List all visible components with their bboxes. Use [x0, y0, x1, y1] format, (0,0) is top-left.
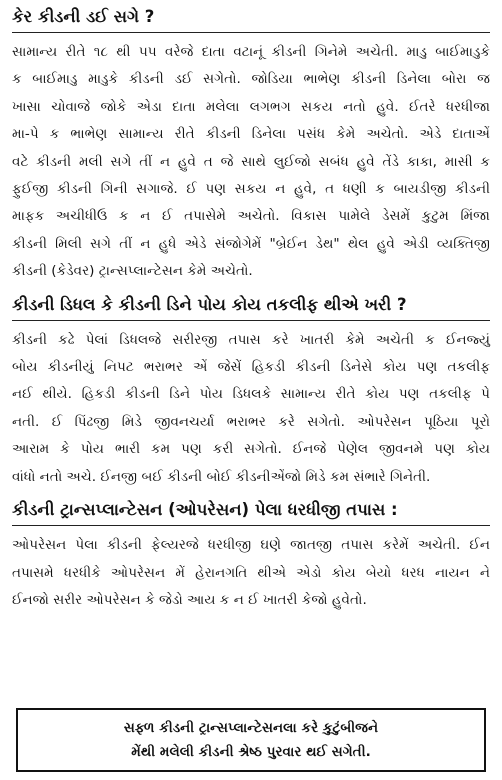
section-body	[12, 39, 490, 286]
callout-line: મેંથી મલેલી કીડની શ્રેષ્ઠ પુરવાર થઈ સગેતી.	[131, 744, 371, 760]
text-line: કીડની મિલી સગે તીં ન હુધે એડે સંજોગેમેં "બ્રેઈન ડેથ" થેલ હુવે એડી વ્યક્તિજી	[12, 235, 490, 252]
text-line: નતી. ઈ પિંઢજી મિડે જીવનચર્યા ભરાભર કરે સગેતો. ઓપરેસન પૂઠિયા પૂરો	[12, 413, 490, 430]
section-heading: કીડની ડિધલ કે કીડની ડિને પોય કોય તકલીફ થીએ ખરી ?	[12, 294, 407, 314]
heading-rule	[12, 320, 490, 321]
text-line: માફક અચીધીઉ ક ન ઈ તપાસેમે અચેતો. વિકાસ પામેલે ડેસમેં કુટુમ મિંજા	[12, 208, 490, 225]
section-who-can-donate	[12, 4, 490, 286]
section-heading: કીડની ટ્રાન્સપ્લાન્ટેસન (ઓપરેસન) પેલા ધરધીજી તપાસ :	[12, 500, 398, 520]
text-line: બોય કીડનીયું નિપટ ભરાભર એં જેસેં હિકડી કીડની ડિનેસે કોય પણ તકલીફ	[12, 359, 490, 376]
text-line: વાંધો નતો અચે. ઈનજી બઈ કીડની બોઈ કીડનીએંજો મિડે કમ સંભારે ગિનેતી.	[12, 468, 431, 485]
text-line: ક બાઈમાડુ માડુકે કીડની ડઈ સગેતો. જોડિયા ભાભેણ કીડની ડિનેલા બોરા જ	[12, 71, 490, 88]
section-patient-tests	[12, 497, 490, 614]
text-line: ખાસા ચોવાજે જોકે એડા દાતા મલેલા લગભગ સકય નતો હુવે. ઈતરે ધરધીજા	[12, 98, 490, 115]
text-line: ફુઈજી કીડની ગિની સગાજે. ઈ પણ સકય ન હુવે, ત ધણી ક બાયડીજી કીડની	[12, 181, 490, 198]
text-line: નઈ થીયે. હિકડી કીડની ડિને પોય ડિધલકે સામાન્ય રીતે કોય પણ તકલીફ પે	[12, 386, 490, 403]
callout-box	[16, 708, 486, 772]
heading-rule	[12, 525, 490, 526]
text-line: કીડની કઢે પેલાં ડિધલજે સરીરજી તપાસ કરે ખાતરી કેમે અચેતી ક ઈનજ્યું	[12, 331, 490, 348]
heading-rule	[12, 32, 490, 33]
text-line: તપાસમે ધરધીકે ઓપરેસન મેં હેરાનગતિ થીએ એડો કોય બેયો ધરધ નાયન ને	[12, 564, 490, 581]
section-body	[12, 532, 490, 614]
section-heading: કેર કીડની ડઈ સગે ?	[12, 7, 155, 26]
text-line: ઈનજો સરીર ઓપરેસન કે જેડો આય ક ન ઈ ખાતરી કેજો હુવેતો.	[12, 591, 367, 608]
text-line: સામાન્ય રીતે ૧૮ થી ૫૫ વરેજે દાતા વટાનૂં કીડની ગિનેમે અચેતી. માડુ બાઈમાડુકે	[12, 44, 490, 60]
text-line: મા-પે ક ભાભેણ સામાન્ય રીતે કીડની ડિનેલા પસંધ કેમે અચેતો. એડે દાતાએં	[12, 126, 490, 143]
section-donor-problems	[12, 292, 490, 491]
text-line: વટે કીડની મલી સગે તીં ન હુવે ત જે સાથે લુઈજો સબંધ હુવે તેંડે કાકા, માસી ક	[12, 153, 490, 170]
text-line: કીડની (કેડેવર) ટ્રાન્સપ્લાન્ટેસન કેમે અચેતો.	[12, 263, 253, 280]
section-body	[12, 327, 490, 491]
text-line: ઓપરેસન પેલા કીડની ફેલ્યરજે ધરધીજી ઘણે જાતજી તપાસ કરેમેં અચેતી. ઈન	[12, 537, 490, 554]
callout-line: સફ્ળ કીડની ટ્રાન્સપ્લાન્ટેસનલા કરે કુટુંબીજને	[123, 720, 379, 736]
text-line: આરામ કે પોય ભારી કમ પણ કરી સગેતો. ઈનજે પેણેલ જીવનમે પણ કોય	[12, 441, 490, 458]
